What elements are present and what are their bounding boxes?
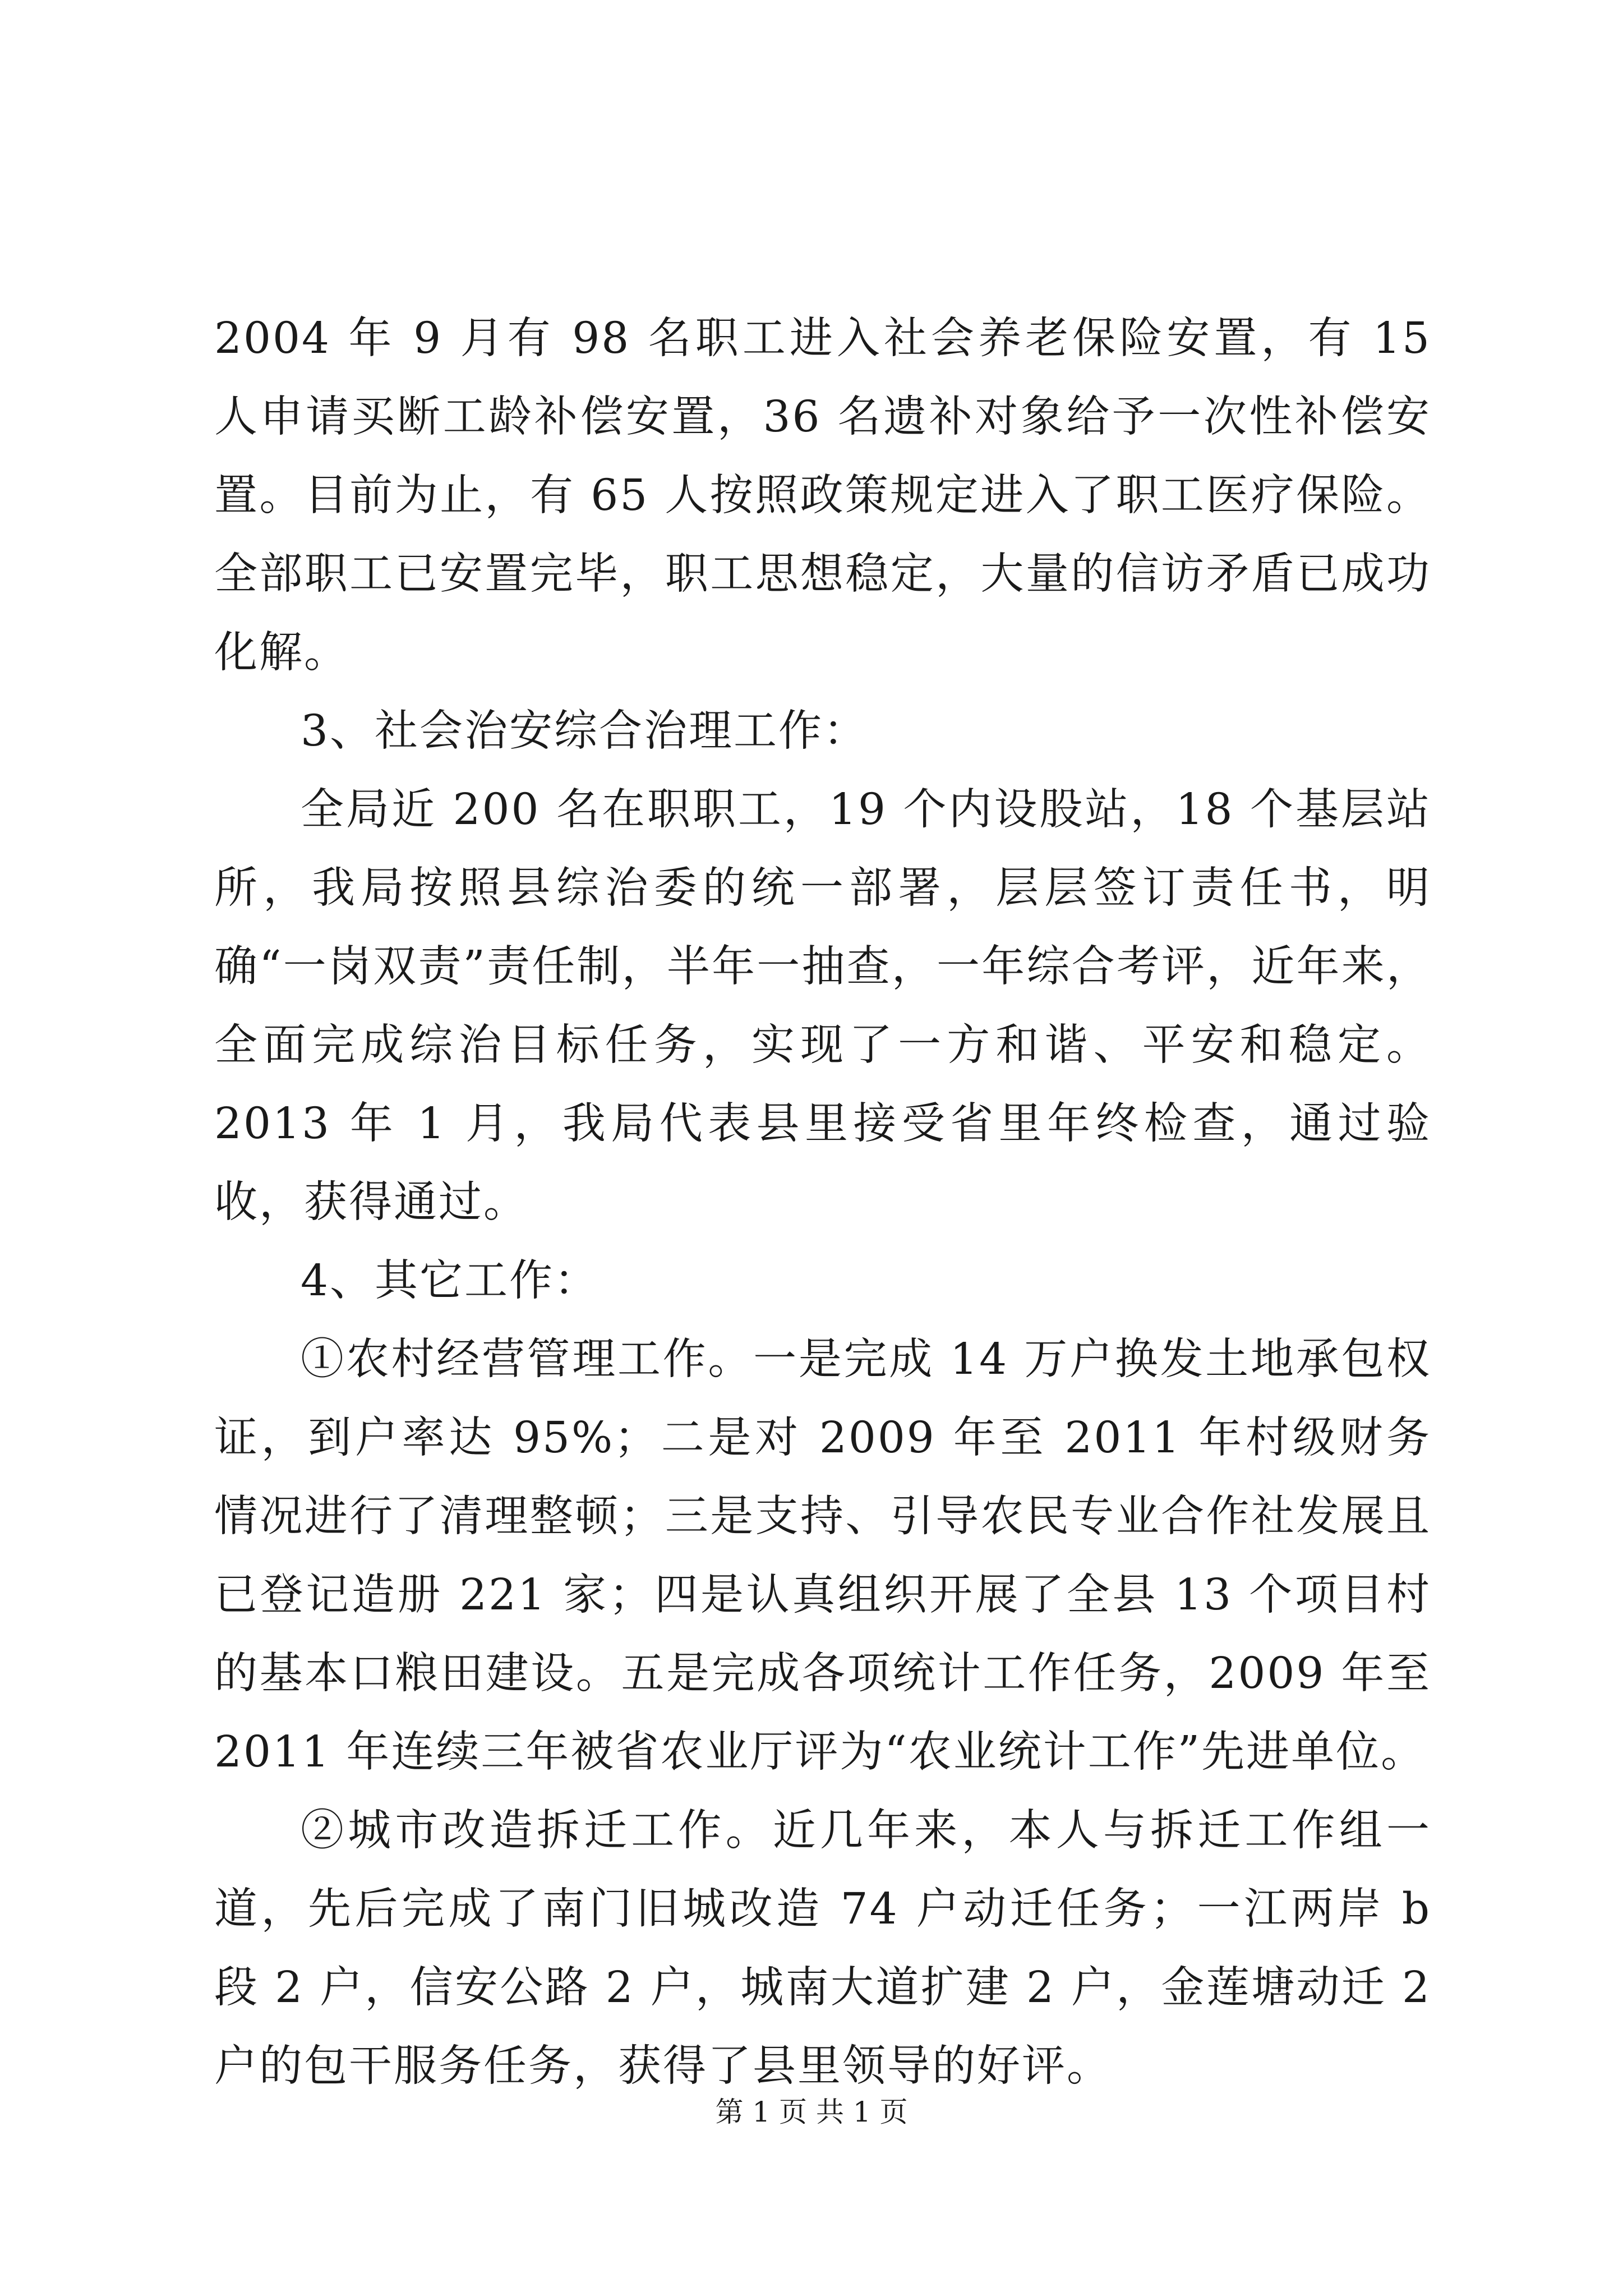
paragraph-public-security: 全局近 200 名在职职工，19 个内设股站，18 个基层站所，我局按照县综治委的统一部署，层层签订责任书，明确“一岗双责”责任制，半年一抽查，一年综合考评，近年来，全面完成综治目标任务，实现了一方和谐、平安和稳定。2013 年 1 月，我局代表县里接受省里年终检查，通过验收，获得通过。 xyxy=(214,785,1431,1227)
heading-public-security: 3、社会治安综合治理工作： xyxy=(301,706,868,756)
paragraph-rural-management: ①农村经营管理工作。一是完成 14 万户换发土地承包权证，到户率达 95%；二是对 2009 年至 2011 年村级财务情况进行了清理整顿；三是支持、引导农民专业合作社发展且已登记造册 221 家；四是认真组织开展了全县 13 个项目村的基本口粮田建设。五是完成各项统计工作任务，2009 年至 2011 年连续三年被省农业厅评为“农业统计工作”先进单位。 xyxy=(214,1335,1431,1777)
document-body xyxy=(214,300,1431,2106)
paragraph-urban-demolition: ②城市改造拆迁工作。近几年来，本人与拆迁工作组一道，先后完成了南门旧城改造 74 户动迁任务；一江两岸 b 段 2 户，信安公路 2 户，城南大道扩建 2 户，金莲塘动迁 2 户的包干服务任务，获得了县里领导的好评。 xyxy=(214,1806,1431,2091)
paragraph-pension-placement: 2004 年 9 月有 98 名职工进入社会养老保险安置，有 15 人申请买断工龄补偿安置，36 名遗补对象给予一次性补偿安置。目前为止，有 65 人按照政策规定进入了职工医疗保险。全部职工已安置完毕，职工思想稳定，大量的信访矛盾已成功化解。 xyxy=(214,314,1431,678)
page-footer xyxy=(0,2092,1623,2132)
page-number: 第 1 页 共 1 页 xyxy=(715,2096,908,2128)
heading-other-work: 4、其它工作： xyxy=(301,1256,599,1306)
